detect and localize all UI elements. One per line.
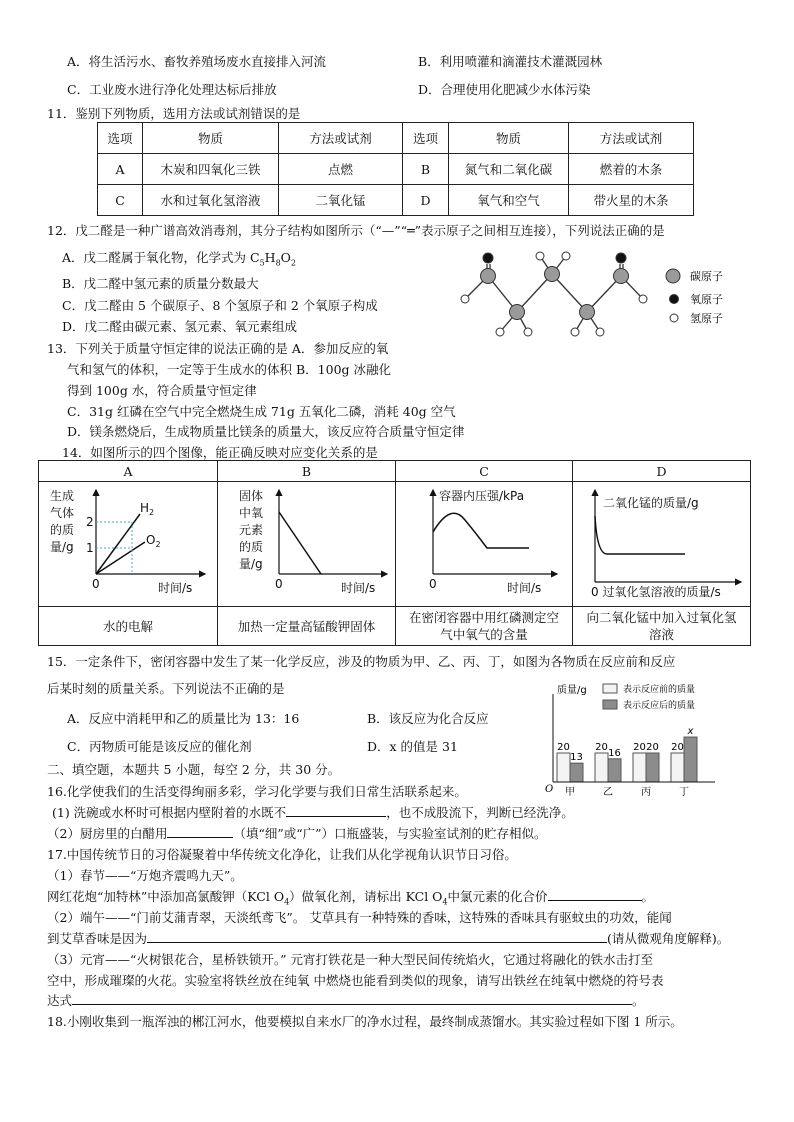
q16-part1: (1) 洗碗或水杯时可根据内壁附着的水既不 ，也不成股流下，判断已经洗净。: [52, 805, 574, 820]
svg-text:二氧化锰的质量/g: 二氧化锰的质量/g: [603, 496, 699, 510]
carbon-atom: [481, 269, 496, 284]
table-cell: B: [403, 154, 449, 185]
q14-stem: 14．如图所示的四个图像，能正确反映对应变化关系的是: [62, 445, 378, 460]
q11-table: [97, 122, 694, 216]
bar-value-label: 20: [646, 742, 659, 753]
table-row: [98, 123, 694, 154]
legend-after-label: 表示反应后的质量: [623, 701, 696, 711]
table-cell: 点燃: [279, 154, 403, 185]
q18-stem: 18.小刚收集到一瓶浑浊的郴江河水，他要模拟自来水厂的净水过程，最终制成蒸馏水。其实验过程如下图 1 所示。: [47, 1014, 683, 1029]
table-header: C: [396, 461, 573, 482]
bar-value-label: x: [687, 726, 694, 738]
graph-b: [217, 482, 393, 606]
table-header: 选项: [403, 123, 449, 154]
svg-text:容器内压强/kPa: 容器内压强/kPa: [439, 489, 525, 503]
bar-value-label: 20: [595, 742, 608, 753]
answer-blank[interactable]: [548, 887, 642, 901]
svg-text:0: 0: [92, 577, 100, 591]
q15-option-c: C．丙物质可能是该反应的催化剂: [67, 739, 252, 754]
hydrogen-atom: [639, 295, 647, 303]
legend-before-label: 表示反应前的质量: [623, 685, 696, 695]
carbon-atom: [614, 269, 629, 284]
q10-option-b: B．利用喷灌和滴灌技术灌溉园林: [418, 54, 603, 69]
q15-option-b: B．该反应为化合反应: [367, 711, 489, 726]
q15-bar-chart: [545, 680, 745, 798]
bar-after-甲: [570, 763, 583, 782]
q15-option-a: A．反应中消耗甲和乙的质量比为 13：16: [67, 711, 300, 726]
hydrogen-atom: [571, 328, 579, 336]
q17-part3: （3）元宵——“火树银花合，星桥铁锁开。” 元宵打铁花是一种大型民间传统焰火，它通过将融化的铁水击打至: [47, 952, 653, 967]
answer-blank[interactable]: [286, 803, 386, 817]
molecule-diagram: [455, 244, 745, 346]
q12-stem: 12．戊二醛是一种广谱高效消毒剂，其分子结构如图所示（“—”“═”表示原子之间相互连接），下列说法正确的是: [47, 223, 665, 238]
q15-option-d: D．x 的值是 31: [367, 739, 458, 754]
legend-hydrogen-icon: [670, 314, 678, 322]
bar-value-label: 20: [671, 742, 684, 753]
table-header: 物质: [449, 123, 569, 154]
svg-text:气体: 气体: [50, 506, 75, 520]
table-row: [39, 607, 751, 646]
graph-b-caption: 加热一定量高锰酸钾固体: [218, 607, 396, 646]
graph-c: [395, 482, 571, 606]
bar-after-丙: [646, 753, 659, 782]
svg-text:1: 1: [86, 541, 94, 555]
table-cell: 带火星的木条: [569, 185, 694, 216]
chart-y-label: 质量/g: [557, 685, 587, 696]
q10-option-c: C．工业废水进行净化处理达标后排放: [67, 82, 277, 97]
oxygen-atom: [483, 253, 493, 263]
carbon-atom: [580, 305, 595, 320]
q17-part3-line2: 空中，形成璀璨的火花。实验室将铁丝放在纯氧 中燃烧也能看到类似的现象，请写出铁丝在纯氧中燃烧的符号表: [47, 973, 664, 988]
q12-option-a: A．戊二醛属于氧化物，化学式为 $C_5H_8O_2$: [62, 250, 297, 268]
table-cell: D: [403, 185, 449, 216]
table-cell: C: [98, 185, 143, 216]
bar-value-label: 20: [633, 742, 646, 753]
table-header: 方法或试剂: [279, 123, 403, 154]
q10-option-a: A．将生活污水、畜牧养殖场废水直接排入河流: [67, 54, 327, 69]
q15-stem-line2: 后某时刻的质量关系。下列说法不正确的是: [47, 681, 285, 696]
table-cell: 木炭和四氧化三铁: [143, 154, 279, 185]
graph-d: [573, 482, 751, 606]
legend-before-swatch: [603, 684, 617, 693]
table-row: [39, 461, 751, 482]
q17-part2: （2）端午——“门前艾蒲青翠，天淡纸鸢飞”。 艾草具有一种特殊的香味，这特殊的香味具有驱蚊虫的功效，能闻: [47, 910, 672, 925]
q12-option-c: C．戊二醛由 5 个碳原子、8 个氢原子和 2 个氧原子构成: [62, 298, 378, 313]
hydrogen-atom: [596, 328, 604, 336]
answer-blank[interactable]: [167, 824, 233, 838]
q17-part2-question: 到艾草香味是因为 (请从微观角度解释)。: [47, 931, 730, 946]
answer-blank[interactable]: [147, 929, 607, 943]
bar-value-label: 13: [570, 752, 583, 764]
oxygen-atom: [616, 253, 626, 263]
graph-a: [40, 482, 216, 606]
svg-text:时间/s: 时间/s: [341, 581, 376, 595]
svg-text:的质: 的质: [239, 540, 264, 554]
legend-carbon-label: 碳原子: [690, 270, 723, 283]
table-cell: 氮气和二氧化碳: [449, 154, 569, 185]
q15-stem-line1: 15．一定条件下，密闭容器中发生了某一化学反应，涉及的物质为甲、乙、丙、丁，如图为各物质在反应前和反应: [47, 654, 676, 669]
legend-carbon-icon: [666, 269, 680, 283]
svg-text:固体: 固体: [239, 489, 264, 503]
carbon-atom: [510, 305, 525, 320]
bar-after-丁: [684, 737, 697, 782]
bar-before-丙: [633, 753, 646, 782]
bar-value-label: 20: [557, 742, 570, 753]
svg-text:的质: 的质: [50, 523, 75, 537]
hydrogen-atom: [496, 328, 504, 336]
svg-text:元素: 元素: [239, 523, 264, 537]
table-header: 物质: [143, 123, 279, 154]
q12-option-b: B．戊二醛中氢元素的质量分数最大: [62, 276, 259, 291]
q13-stem-line2: 气和氢气的体积，一定等于生成水的体积 B．100g 冰融化: [67, 362, 391, 377]
table-cell: 氧气和空气: [449, 185, 569, 216]
svg-text:O2: $O_2$: [146, 533, 161, 549]
chart-origin: O: [545, 784, 554, 795]
legend-oxygen-label: 氧原子: [690, 293, 723, 306]
table-header: D: [573, 461, 751, 482]
bar-before-乙: [595, 753, 608, 782]
svg-text:H2: $H_2$: [140, 501, 155, 517]
svg-text:0: 0: [429, 577, 437, 591]
legend-oxygen-icon: [670, 295, 679, 304]
q17-stem: 17.中国传统节日的习俗凝聚着中华传统文化净化，让我们从化学视角认识节日习俗。: [47, 847, 517, 862]
q13-stem-line1: 13．下列关于质量守恒定律的说法正确的是 A．参加反应的氧: [47, 341, 389, 356]
svg-text:时间/s: 时间/s: [507, 581, 542, 595]
table-cell: 燃着的木条: [569, 154, 694, 185]
q13-option-c: C．31g 红磷在空气中完全燃烧生成 71g 五氧化二磷，消耗 40g 空气: [67, 404, 456, 419]
hydrogen-atom: [536, 252, 544, 260]
q11-stem: 11．鉴别下列物质，选用方法或试剂错误的是: [47, 106, 301, 121]
category-label: 丙: [641, 787, 651, 798]
legend-hydrogen-label: 氢原子: [690, 312, 723, 325]
svg-text:时间/s: 时间/s: [158, 581, 193, 595]
table-header: 方法或试剂: [569, 123, 694, 154]
category-label: 乙: [603, 787, 613, 798]
table-row: [98, 185, 694, 216]
section-2-heading: 二、填空题，本题共 5 小题，每空 2 分，共 30 分。: [47, 762, 341, 777]
q16-stem: 16.化学使我们的生活变得绚丽多彩，学习化学要与我们日常生活联系起来。: [47, 784, 467, 799]
q13-stem-line3: 得到 100g 水，符合质量守恒定律: [67, 383, 257, 398]
table-header: B: [218, 461, 396, 482]
q17-part1: （1）春节——“万炮齐震鸣九天”。: [47, 868, 243, 883]
svg-text:中氧: 中氧: [239, 506, 264, 520]
table-row: [98, 154, 694, 185]
q17-part3-question: 达式 。: [47, 993, 645, 1008]
svg-text:0: 0: [275, 577, 283, 591]
hydrogen-atom: [524, 328, 532, 336]
svg-text:0 过氧化氢溶液的质量/s: 0 过氧化氢溶液的质量/s: [591, 585, 721, 599]
q12-option-d: D．戊二醛由碳元素、氢元素、氧元素组成: [62, 319, 298, 334]
graph-a-caption: 水的电解: [39, 607, 218, 646]
svg-text:量/g: 量/g: [239, 557, 263, 571]
category-label: 甲: [565, 787, 575, 798]
graph-d-caption: 向二氧化锰中加入过氧化氢溶液: [573, 607, 751, 646]
bar-after-乙: [608, 759, 621, 782]
table-header: 选项: [98, 123, 143, 154]
bar-before-丁: [671, 753, 684, 782]
bar-value-label: 16: [608, 747, 621, 759]
table-cell: A: [98, 154, 143, 185]
graph-c-caption: 在密闭容器中用红磷测定空气中氧气的含量: [396, 607, 573, 646]
hydrogen-atom: [461, 295, 469, 303]
q13-option-d: D．镁条燃烧后，生成物质量比镁条的质量大，该反应符合质量守恒定律: [67, 424, 465, 439]
svg-text:2: 2: [86, 515, 94, 529]
q16-part2: （2）厨房里的白醋用 （填“细”或“广”）口瓶盛装，与实验室试剂的贮存相似。: [47, 826, 547, 841]
table-cell: 水和过氧化氢溶液: [143, 185, 279, 216]
answer-blank[interactable]: [72, 991, 632, 1005]
table-header: A: [39, 461, 218, 482]
carbon-atom: [545, 267, 560, 282]
bar-before-甲: [557, 753, 570, 782]
q10-option-d: D．合理使用化肥减少水体污染: [418, 82, 591, 97]
hydrogen-atom: [562, 252, 570, 260]
svg-text:生成: 生成: [50, 489, 75, 503]
table-cell: 二氧化锰: [279, 185, 403, 216]
category-label: 丁: [679, 787, 689, 798]
q17-part1-question: 网红花炮“加特林”中添加高氯酸钾（KCl $O_4$）做氧化剂，请标出 KCl $O_4$中氯元素的化合价 。: [47, 889, 655, 907]
legend-after-swatch: [603, 700, 617, 709]
svg-text:量/g: 量/g: [50, 540, 74, 554]
